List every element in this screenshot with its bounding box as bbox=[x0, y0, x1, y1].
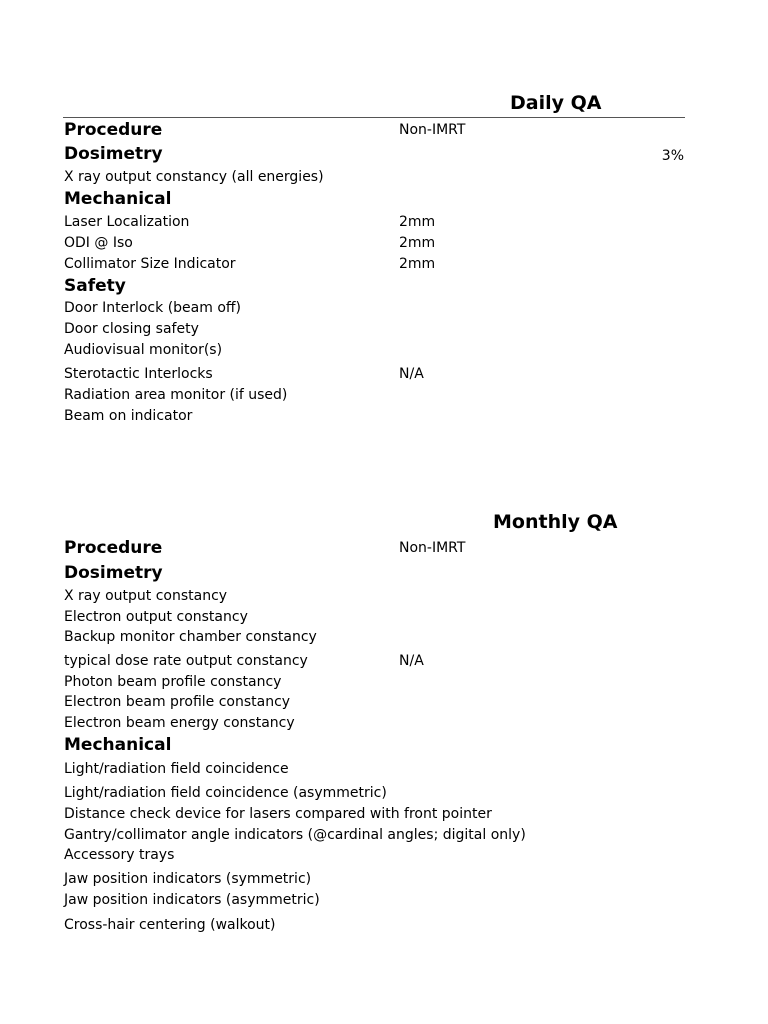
monthly-dosimetry-row bbox=[64, 651, 684, 671]
daily-safety-row bbox=[64, 298, 684, 318]
daily-safety-row bbox=[64, 364, 684, 384]
daily-mechanical-heading-row bbox=[64, 189, 684, 209]
monthly-dosimetry-row bbox=[64, 713, 684, 733]
monthly-qa-title: Monthly QA bbox=[493, 511, 618, 533]
monthly-mechanical-label: Distance check device for lasers compared with front pointer bbox=[64, 806, 492, 822]
daily-safety-row bbox=[64, 340, 684, 360]
daily-mechanical-label: Collimator Size Indicator bbox=[64, 256, 236, 272]
monthly-mechanical-row bbox=[64, 845, 684, 865]
monthly-dosimetry-label: typical dose rate output constancy bbox=[64, 653, 308, 669]
monthly-dosimetry-heading-row bbox=[64, 563, 684, 583]
daily-dosimetry-row bbox=[64, 144, 684, 164]
monthly-dosimetry-label: X ray output constancy bbox=[64, 588, 228, 604]
monthly-mechanical-label: Gantry/collimator angle indicators (@cardinal angles; digital only) bbox=[64, 827, 526, 843]
monthly-procedure-value: Non-IMRT bbox=[399, 540, 466, 556]
monthly-mechanical-row bbox=[64, 804, 684, 824]
monthly-procedure-label: Procedure bbox=[64, 538, 163, 558]
monthly-mechanical-row bbox=[64, 783, 684, 803]
monthly-dosimetry-label: Backup monitor chamber constancy bbox=[64, 629, 317, 645]
daily-safety-label: Radiation area monitor (if used) bbox=[64, 387, 288, 403]
monthly-dosimetry-row bbox=[64, 607, 684, 627]
daily-safety-heading: Safety bbox=[64, 276, 126, 296]
monthly-mechanical-row bbox=[64, 915, 684, 935]
daily-mechanical-heading: Mechanical bbox=[64, 189, 172, 209]
daily-mechanical-row bbox=[64, 233, 684, 253]
daily-mechanical-value: 2mm bbox=[399, 235, 436, 251]
monthly-dosimetry-value: N/A bbox=[399, 653, 424, 669]
daily-safety-label: Door closing safety bbox=[64, 321, 199, 337]
daily-safety-heading-row bbox=[64, 276, 684, 296]
monthly-mechanical-label: Light/radiation field coincidence bbox=[64, 761, 289, 777]
monthly-mechanical-row bbox=[64, 825, 684, 845]
monthly-dosimetry-row bbox=[64, 672, 684, 692]
monthly-dosimetry-heading: Dosimetry bbox=[64, 563, 163, 583]
monthly-mechanical-label: Accessory trays bbox=[64, 847, 175, 863]
monthly-mechanical-row bbox=[64, 869, 684, 889]
monthly-mechanical-heading: Mechanical bbox=[64, 735, 172, 755]
monthly-dosimetry-row bbox=[64, 692, 684, 712]
daily-safety-value: N/A bbox=[399, 366, 424, 382]
monthly-mechanical-label: Cross-hair centering (walkout) bbox=[64, 917, 276, 933]
daily-safety-label: Door Interlock (beam off) bbox=[64, 300, 241, 316]
monthly-dosimetry-label: Photon beam profile constancy bbox=[64, 674, 282, 690]
daily-safety-row bbox=[64, 385, 684, 405]
daily-procedure-row bbox=[64, 120, 684, 140]
monthly-mechanical-row bbox=[64, 890, 684, 910]
daily-safety-row bbox=[64, 319, 684, 339]
daily-procedure-label: Procedure bbox=[64, 120, 163, 140]
monthly-mechanical-label: Jaw position indicators (asymmetric) bbox=[64, 892, 320, 908]
daily-xray-output-label: X ray output constancy (all energies) bbox=[64, 169, 324, 185]
daily-xray-output-row bbox=[64, 167, 684, 187]
monthly-mechanical-row bbox=[64, 759, 684, 779]
monthly-dosimetry-label: Electron output constancy bbox=[64, 609, 248, 625]
daily-dosimetry-heading: Dosimetry bbox=[64, 144, 163, 164]
daily-safety-row bbox=[64, 406, 684, 426]
monthly-dosimetry-row bbox=[64, 586, 684, 606]
daily-procedure-value: Non-IMRT bbox=[399, 122, 466, 138]
daily-safety-label: Audiovisual monitor(s) bbox=[64, 342, 223, 358]
monthly-dosimetry-label: Electron beam profile constancy bbox=[64, 694, 291, 710]
monthly-dosimetry-row bbox=[64, 627, 684, 647]
monthly-mechanical-label: Light/radiation field coincidence (asymmetric) bbox=[64, 785, 387, 801]
daily-dosimetry-tolerance: 3% bbox=[661, 148, 684, 164]
daily-safety-label: Sterotactic Interlocks bbox=[64, 366, 213, 382]
daily-mechanical-label: Laser Localization bbox=[64, 214, 190, 230]
daily-mechanical-row bbox=[64, 212, 684, 232]
daily-safety-label: Beam on indicator bbox=[64, 408, 193, 424]
daily-qa-divider bbox=[63, 117, 685, 118]
daily-mechanical-label: ODI @ Iso bbox=[64, 235, 133, 251]
daily-mechanical-value: 2mm bbox=[399, 256, 436, 272]
daily-mechanical-value: 2mm bbox=[399, 214, 436, 230]
daily-mechanical-row bbox=[64, 254, 684, 274]
monthly-mechanical-heading-row bbox=[64, 735, 684, 755]
monthly-procedure-row bbox=[64, 538, 684, 558]
monthly-dosimetry-label: Electron beam energy constancy bbox=[64, 715, 295, 731]
monthly-mechanical-label: Jaw position indicators (symmetric) bbox=[64, 871, 312, 887]
daily-qa-title: Daily QA bbox=[510, 92, 602, 114]
